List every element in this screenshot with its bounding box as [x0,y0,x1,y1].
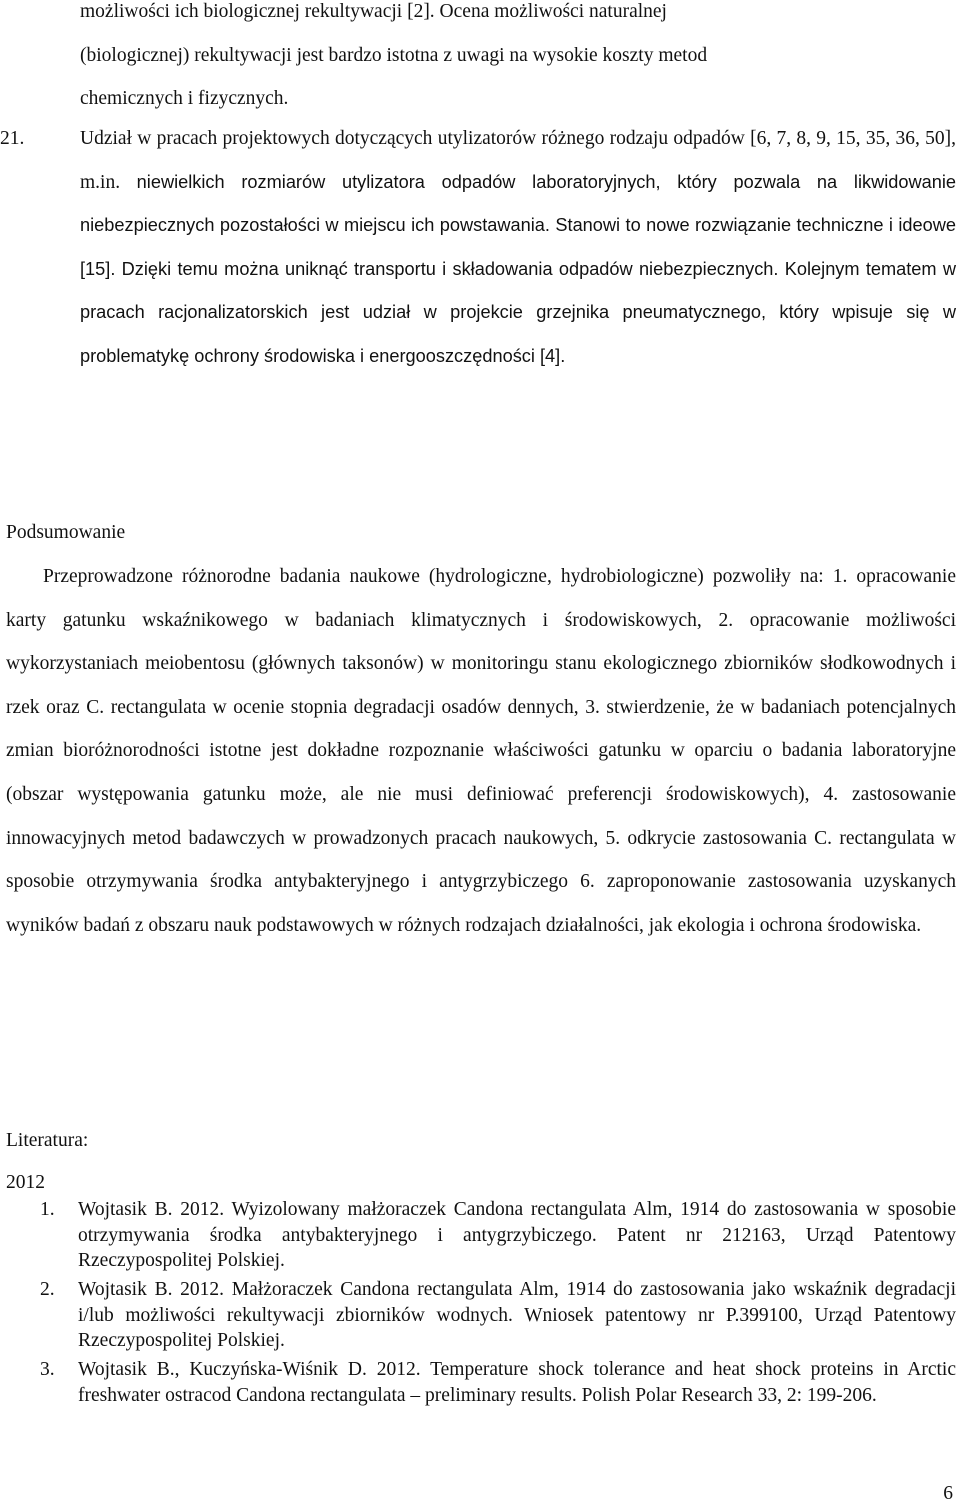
summary-heading: Podsumowanie [6,522,126,543]
reference-item [0,1277,960,1355]
reference-text: Wojtasik B., Kuczyńska-Wiśnik D. 2012. Temperature shock tolerance and heat shock proteins in Arctic freshwater ostracod Candona rectangulata – preliminary results. Polish Polar Research 33, 2: 199-206. [78,1359,956,1406]
reference-number: 3. [40,1359,55,1380]
achievement-item-21-text [0,117,960,379]
literature-heading: Literatura: [6,1130,89,1151]
reference-item [0,1197,960,1275]
achievement-item-number: 21. [0,128,25,149]
intro-paragraph [0,0,960,121]
intro-line-3: chemicznych i fizycznych. [80,88,289,110]
intro-line-1: możliwości ich biologicznej rekultywacji [2]. Ocena możliwości naturalnej [80,1,667,22]
reference-number: 2. [40,1279,55,1300]
literature-year: 2012 [6,1172,45,1193]
reference-number: 1. [40,1199,55,1220]
reference-text: Wojtasik B. 2012. Małżoraczek Candona rectangulata Alm, 1914 do zastosowania jako wskaźnik degradacji i/lub możliwości rekultywacji zbiorników wodnych. Wniosek patentowy nr P.399100, Urząd Patentowy Rzeczypospolitej Polskiej. [78,1279,956,1352]
achievement-item-serif-text: Udział w pracach projektowych dotyczących utylizatorów różnego rodzaju odpadów [6, 7, 8, 9, 15, 35, 36, 50], m.in. [80,128,956,193]
achievement-item-sans-text: niewielkich rozmiarów utylizatora odpadów laboratoryjnych, który pozwala na likwidowanie niebezpiecznych pozostałości w miejscu ich powstawania. Stanowi to nowe rozwiązanie techniczne i ideowe [15]. Dzięki temu można uniknąć transportu i składowania odpadów niebezpiecznych. Kolejnym tematem w pracach racjonalizatorskich jest udział w projekcie grzejnika pneumatycznego, który wpisuje się w problematykę ochrony środowiska i energooszczędności [4]. [80,171,957,366]
achievement-item-21 [0,117,960,379]
reference-item [0,1357,960,1435]
intro-line-2: (biologicznej) rekultywacji jest bardzo istotna z uwagi na wysokie koszty metod [80,44,708,66]
reference-text: Wojtasik B. 2012. Wyizolowany małżoraczek Candona rectangulata Alm, 1914 do zastosowania w sposobie otrzymywania środka antybakteryjnego i antygrzybiczego. Patent nr 212163, Urząd Patentowy Rzeczypospolitej Polskiej. [78,1199,956,1272]
page-number: 6 [943,1483,953,1504]
summary-paragraph: Przeprowadzone różnorodne badania naukowe (hydrologiczne, hydrobiologiczne) pozwoliły na: 1. opracowanie karty gatunku wskaźnikowego w badaniach klimatycznych i środowiskowych, 2. opracowanie możliwości wykorzystaniach meiobentosu (głównych taksonów) w monitoringu stanu ekologicznego zbiorników słodkowodnych i rzek oraz C. rectangulata w ocenie stopnia degradacji osadów dennych, 3. stwierdzenie, że w badaniach potencjalnych zmian bioróżnorodności istotne jest dokładne rozpoznanie właściwości gatunku w oparciu o badania laboratoryjne (obszar występowania gatunku może, ale nie musi definiować preferencji środowiskowych), 4. zastosowanie innowacyjnych metod badawczych w prowadzonych pracach naukowych, 5. odkrycie zastosowania C. rectangulata w sposobie otrzymywania środka antybakteryjnego i antygrzybiczego 6. zaproponowanie zastosowania uzyskanych wyników badań z obszaru nauk podstawowych w różnych rodzajach działalności, jak ekologia i ochrona środowiska. [6,566,956,936]
reference-list [0,1197,960,1437]
